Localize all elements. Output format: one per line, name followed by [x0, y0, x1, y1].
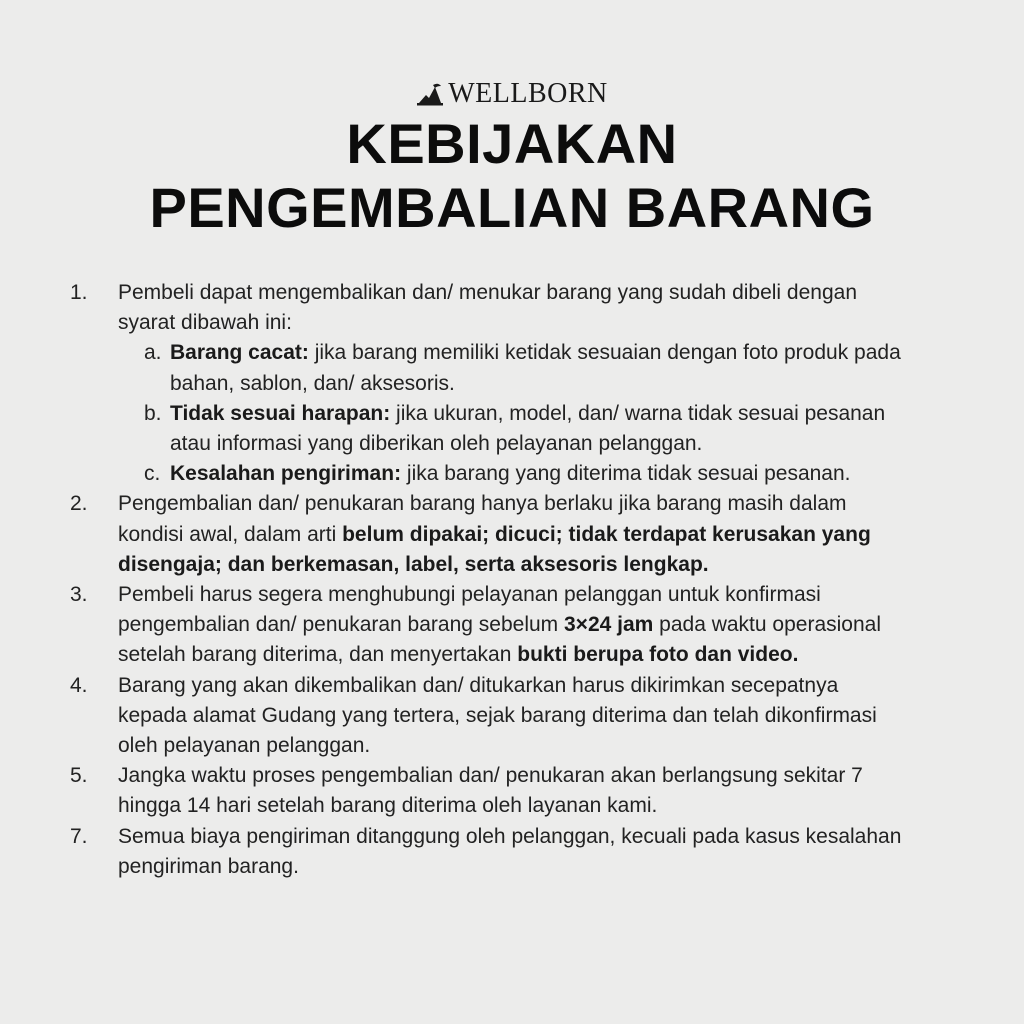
- subitem-letter: a.: [144, 341, 162, 365]
- policy-item-number: 7.: [70, 824, 88, 848]
- subitem-heading: Tidak sesuai harapan:: [170, 401, 391, 425]
- subitem-letter: b.: [144, 401, 162, 425]
- policy-item-number: 5.: [70, 764, 88, 788]
- policy-item-text: pada waktu operasional setelah barang diterima, dan menyertakan: [118, 613, 881, 667]
- policy-item-text: Jangka waktu proses pengembalian dan/ penukaran akan berlangsung sekitar 7 hingga 14 hari setelah barang diterima oleh layanan kami.: [118, 764, 863, 818]
- subitem-text: jika barang yang diterima tidak sesuai pesanan.: [401, 462, 851, 486]
- subitem-text: jika ukuran, model, dan/ warna tidak sesuai pesanan atau informasi yang diberikan oleh pelayanan pelanggan.: [170, 401, 886, 456]
- policy-item-text: Semua biaya pengiriman ditanggung oleh pelanggan, kecuali pada kasus kesalahan pengiriman barang.: [118, 824, 902, 878]
- policy-item-text: Pembeli harus segera menghubungi pelayanan pelanggan untuk konfirmasi pengembalian dan/ penukaran barang sebelum: [118, 583, 821, 637]
- policy-item-number: 3.: [70, 583, 88, 607]
- policy-item-number: 2.: [70, 492, 88, 516]
- wellborn-logo-icon: [416, 81, 444, 107]
- policy-subitem-c: [144, 459, 908, 489]
- policy-item-3: [0, 580, 1024, 671]
- page-title: [0, 112, 1024, 240]
- policy-list: [0, 278, 1024, 882]
- policy-item-5: [0, 761, 1024, 821]
- page-title-line1: KEBIJAKAN: [346, 112, 678, 175]
- policy-subitem-b: [144, 399, 908, 459]
- policy-item-emphasis: belum dipakai; dicuci; tidak terdapat kerusakan yang disengaja; dan berkemasan, label, serta aksesoris lengkap.: [118, 522, 871, 576]
- policy-item-emphasis: 3×24 jam: [564, 613, 654, 637]
- policy-item-text: Pengembalian dan/ penukaran barang hanya berlaku jika barang masih dalam kondisi awal, dalam arti: [118, 492, 847, 546]
- brand-logo: [0, 78, 1024, 110]
- policy-subitem-a: [144, 338, 908, 398]
- subitem-letter: c.: [144, 462, 161, 486]
- subitem-text: jika barang memiliki ketidak sesuaian dengan foto produk pada bahan, sablon, dan/ aksesoris.: [170, 341, 901, 395]
- policy-item-number: 4.: [70, 673, 88, 697]
- policy-item-number: 1.: [70, 281, 88, 304]
- policy-item-text: Pembeli dapat mengembalikan dan/ menukar barang yang sudah dibeli dengan syarat dibawah ini:: [118, 281, 858, 335]
- brand-name: WELLBORN: [448, 78, 608, 109]
- subitem-heading: Kesalahan pengiriman:: [170, 462, 402, 486]
- policy-item-7: [0, 822, 1024, 882]
- policy-item-text: Barang yang akan dikembalikan dan/ ditukarkan harus dikirimkan secepatnya kepada alamat Gudang yang tertera, sejak barang diterima dan telah dikonfirmasi oleh pelayanan pelanggan.: [118, 673, 877, 758]
- policy-item-4: [0, 671, 1024, 762]
- policy-item-1: [0, 278, 1024, 489]
- policy-item-emphasis: bukti berupa foto dan video.: [517, 643, 799, 667]
- subitem-heading: Barang cacat:: [170, 341, 309, 365]
- policy-item-2: [0, 489, 1024, 580]
- page-title-line2: PENGEMBALIAN BARANG: [149, 176, 875, 239]
